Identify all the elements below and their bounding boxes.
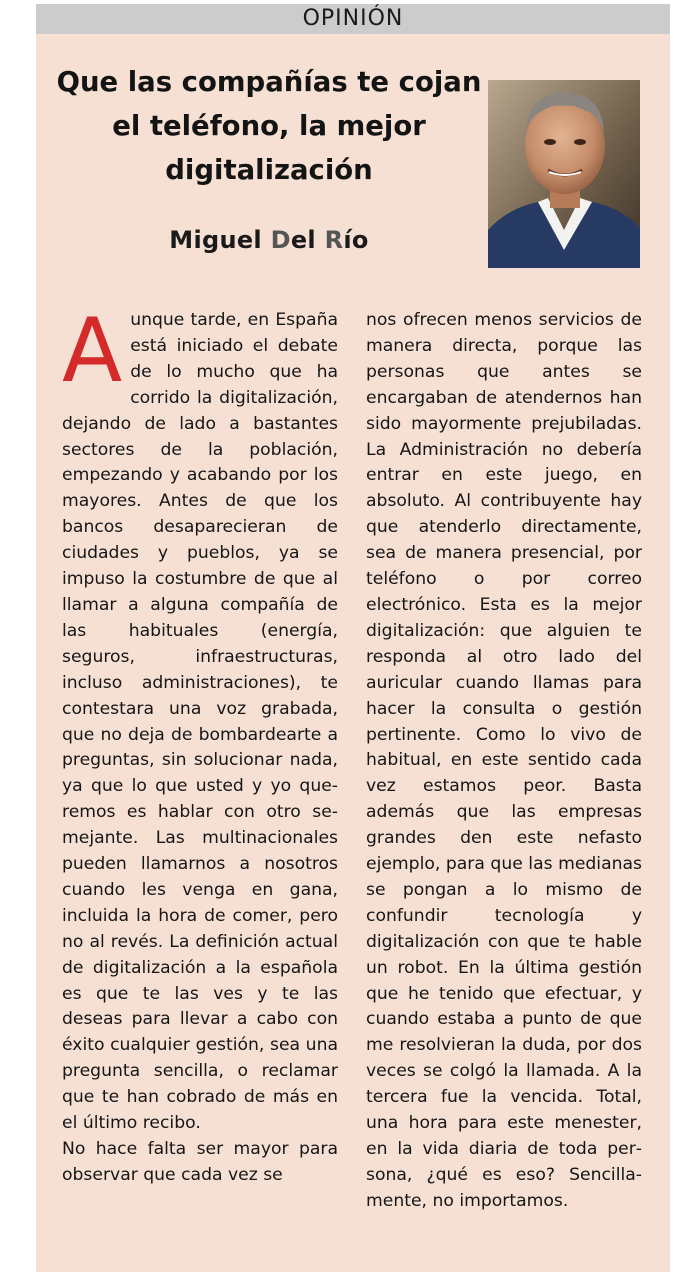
author-photo <box>488 80 640 268</box>
byline-part: R <box>324 226 344 254</box>
byline-part: ío <box>343 226 369 254</box>
article-paragraph: No hace falta ser mayor para observar que cada vez se <box>62 1139 338 1185</box>
section-label: OPINIÓN <box>302 6 404 31</box>
author-byline <box>54 226 484 254</box>
section-header <box>36 4 670 34</box>
byline-part: D <box>270 226 291 254</box>
article-page <box>36 4 670 1272</box>
article-headline: Que las compañías te cojan el teléfono, la mejor digitalización <box>56 66 482 186</box>
byline-part: Miguel <box>169 226 271 254</box>
article-paragraph <box>62 299 338 1137</box>
byline-part: el <box>290 226 325 254</box>
article-column-2 <box>366 308 642 1215</box>
paragraph-text: unque tarde, en España está iniciado el debate de lo mucho que ha corrido la digitalización, dejando de lado a bastantes sectores de la población, empezando y acabando por los mayores. Antes de que los bancos desaparecieran de ciudades y pueblos, ya se impuso la costumbre de que al llamar a alguna compañía de las habituales (energía, seguros, infraestructuras, incluso administraciones), te contestara una voz grabada, que no deja de bombardearte a preguntas, sin solucionar nada, ya que lo que usted y yo queremos es hablar con otro semejante. Las multinacionales pueden llamarnos a nosotros cuando les venga en gana, incluida la hora de comer, pero no al revés. La definición actual de digitalización a la española es que te las ves y te las deseas para llevar a cabo con éxito cualquier gestión, sea una pregunta sencilla, o reclamar que te han cobrado de más en el último recibo. <box>62 310 338 1134</box>
article-column-1 <box>62 299 338 1189</box>
drop-cap: A <box>62 299 123 402</box>
article-paragraph: nos ofrecen menos servicios de manera directa, porque las personas que antes se encargaban de atendernos han sido mayormente prejubiladas. La Administración no debería entrar en este juego, en absoluto. Al contribuyente hay que atenderlo directamente, sea de manera presencial, por teléfono o por correo electrónico. Esta es la mejor digitalización: que alguien te responda al otro lado del auricular cuando llamas para hacer la consulta o gestión pertinente. Como lo vivo de habitual, en este sentido cada vez estamos peor. Basta además que las empresas grandes den este nefasto ejemplo, para que las medianas se pongan a lo mismo de confundir tecnología y digitalización con que te hable un robot. En la última gestión que he tenido que efectuar, y cuando estaba a punto de que me resolvieran la duda, por dos veces se colgó la llamada. A la tercera fue la vencida. Total, una hora para este menester, en la vida diaria de toda persona, ¿qué es eso? Sencillamente, no importamos. <box>366 310 642 1211</box>
